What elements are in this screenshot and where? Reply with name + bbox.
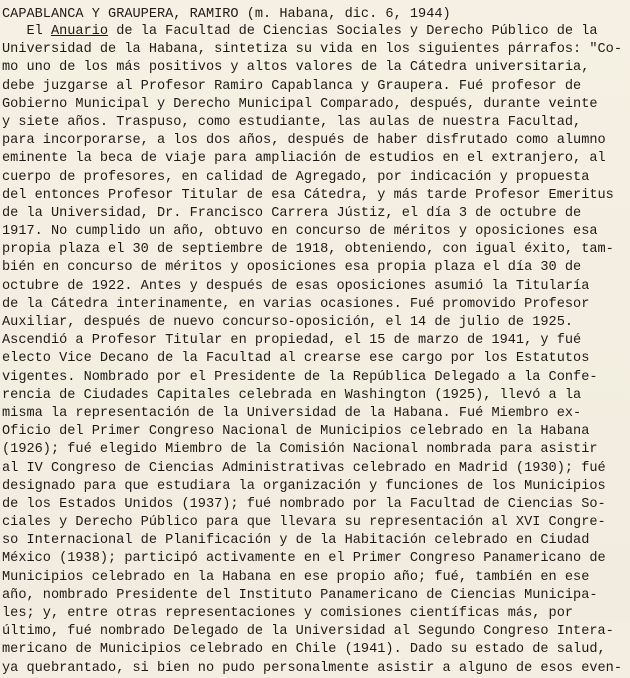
indent-prefix: El xyxy=(2,24,51,39)
text-line: para incorporarse, a los dos años, después de haber disfrutado como alumno xyxy=(2,133,606,149)
entry-heading: CAPABLANCA Y GRAUPERA, RAMIRO (m. Habana, dic. 6, 1944) xyxy=(2,7,451,22)
text-line: mo uno de los más positivos y altos valores de la Cátedra universitaria, xyxy=(2,60,590,76)
text-line: misma la representación de la Universidad de la Habana. Fué Miembro ex- xyxy=(2,405,582,421)
text-line: del entonces Profesor Titular de esa Cátedra, y más tarde Profesor Emeritus xyxy=(2,187,614,203)
text-line: vigentes. Nombrado por el Presidente de la República Delegado a la Confe- xyxy=(2,369,598,385)
text-line: y siete años. Traspuso, como estudiante, las aulas de nuestra Facultad, xyxy=(2,114,582,130)
text-line xyxy=(2,23,622,41)
entry-body xyxy=(2,23,622,678)
text-line: año, nombrado Presidente del Instituto Panamericano de Ciencias Municipa- xyxy=(2,587,598,603)
text-line: ya quebrantado, si bien no pudo personalmente asistir a alguno de esos even- xyxy=(2,660,622,676)
text-line: bién en concurso de méritos y oposiciones esa propia plaza el día 30 de xyxy=(2,260,582,276)
text-line: de la Universidad, Dr. Francisco Carrera Jústiz, el día 3 de octubre de xyxy=(2,205,582,221)
text-line: propia plaza el 30 de septiembre de 1918, obteniendo, con igual éxito, tam- xyxy=(2,242,614,258)
text-line: Universidad de la Habana, sintetiza su vida en los siguientes párrafos: "Co- xyxy=(2,42,622,58)
text-line: último, fué nombrado Delegado de la Universidad al Segundo Congreso Intera- xyxy=(2,624,614,640)
text-line: de la Cátedra interinamente, en varias ocasiones. Fué promovido Profesor xyxy=(2,296,590,312)
line-rest: de la Facultad de Ciencias Sociales y Derecho Público de la xyxy=(108,24,598,39)
text-line: electo Vice Decano de la Facultad al crearse ese cargo por los Estatutos xyxy=(2,351,590,367)
text-line: Oficio del Primer Congreso Nacional de Municipios celebrado en la Habana xyxy=(2,424,590,440)
text-line: cuerpo de profesores, en calidad de Agregado, por indicación y propuesta xyxy=(2,169,590,185)
text-line: al IV Congreso de Ciencias Administrativas celebrado en Madrid (1930); fué xyxy=(2,460,606,476)
text-line: rencia de Ciudades Capitales celebrada en Washington (1925), llevó a la xyxy=(2,387,582,403)
text-line: Gobierno Municipal y Derecho Municipal Comparado, después, durante veinte xyxy=(2,96,598,112)
anuario-title: Anuario xyxy=(50,24,109,39)
text-line: eminente la beca de viaje para ampliación de estudios en el extranjero, al xyxy=(2,151,606,167)
text-line: (1926); fué elegido Miembro de la Comisión Nacional nombrada para asistir xyxy=(2,442,598,458)
text-line: ciales y Derecho Público para que llevara su representación al XVI Congre- xyxy=(2,515,606,531)
text-line: so Internacional de Planificación y de la Habitación celebrado en Ciudad xyxy=(2,533,590,549)
text-line: México (1938); participó activamente en el Primer Congreso Panamericano de xyxy=(2,551,606,567)
text-line: designado para que estudiara la organización y funciones de los Municipios xyxy=(2,478,606,494)
text-line: mericano de Municipios celebrado en Chile (1941). Dado su estado de salud, xyxy=(2,642,606,658)
text-line: les; y, entre otras representaciones y comisiones científicas más, por xyxy=(2,606,574,621)
text-line: Auxiliar, después de nuevo concurso-oposición, el 14 de julio de 1925. xyxy=(2,315,574,330)
text-line: de los Estados Unidos (1937); fué nombrado por la Facultad de Ciencias So- xyxy=(2,496,606,512)
text-line: Ascendió a Profesor Titular en propiedad, el 15 de marzo de 1941, y fué xyxy=(2,333,582,349)
text-line: debe juzgarse al Profesor Ramiro Capablanca y Graupera. Fué profesor de xyxy=(2,78,582,94)
text-line: octubre de 1922. Antes y después de esas oposiciones asumió la Titularía xyxy=(2,278,590,294)
text-line: 1917. No cumplido un año, obtuvo en concurso de méritos y oposiciones esa xyxy=(2,224,598,240)
text-line: Municipios celebrado en la Habana en ese propio año; fué, también en ese xyxy=(2,569,590,585)
